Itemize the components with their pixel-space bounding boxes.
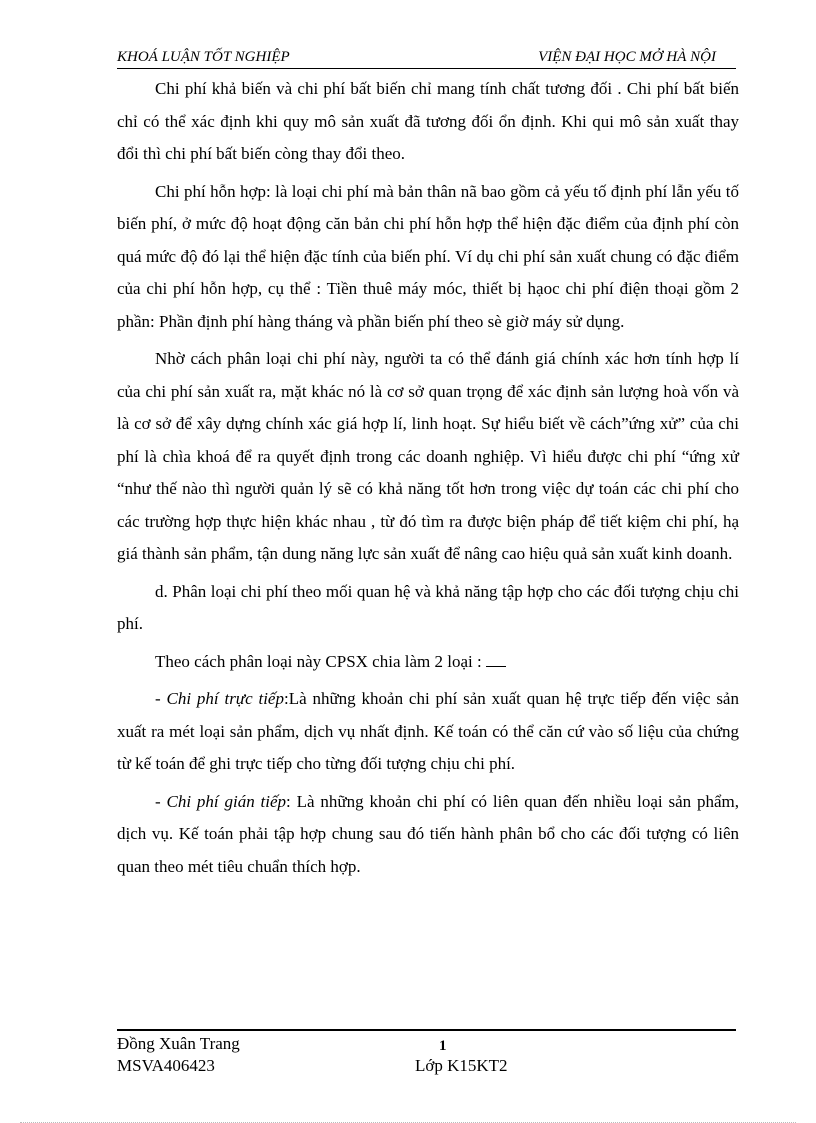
paragraph-5 bbox=[117, 646, 739, 679]
term-direct-cost: - Chi phí trực tiếp bbox=[155, 689, 284, 708]
footer-author: Đồng Xuân Trang bbox=[117, 1034, 240, 1053]
paragraph-2: Chi phí hỗn hợp: là loại chi phí mà bản thân nã bao gồm cả yếu tố định phí lẫn yếu tố biến phí, ở mức độ hoạt động căn bản chi phí hỗn hợp thể hiện đặc điểm của định phí còn quá mức độ đó lại thể hiện đặc tính của biến phí. Ví dụ chi phí sản xuất chung có đặc điểm của chi phí hỗn hợp, cụ thể : Tiền thuê máy móc, thiết bị hạoc chi phí điện thoại gồm 2 phần: Phần định phí hàng tháng và phần biến phí theo sè giờ máy sử dụng. bbox=[117, 181, 739, 331]
paragraph-7-text: : Là những khoản chi phí có liên quan đến nhiều loại sản phẩm, dịch vụ. Kế toán phải tập hợp chung sau đó tiến hành phân bổ cho các đối tượng có liên quan theo mét tiêu chuẩn thích hợp. bbox=[117, 791, 739, 876]
paragraph-6-text: :Là những khoản chi phí sản xuất quan hệ trực tiếp đến việc sản xuất ra mét loại sản phẩm, dịch vụ nhất định. Kế toán có thể căn cứ vào số liệu của chứng từ kế toán để ghi trực tiếp cho từng đối tượng chịu chi phí. bbox=[117, 689, 739, 773]
paragraph-3: Nhờ cách phân loại chi phí này, người ta có thể đánh giá chính xác hơn tính hợp lí của chi phí sản xuất ra, mặt khác nó là cơ sở quan trọng để xác định sản lượng hoà vốn và là cơ sở để xây dựng chính xác giá hợp lí, linh hoạt. Sự hiểu biết về cách”ứng xử” của chi phí là chìa khoá để ra quyết định trong các doanh nghiệp. Vì hiểu được chi phí “ứng xử “như thế nào thì người quản lý sẽ có khả năng tốt hơn trong việc dự toán các chi phí cho các trường hợp thực hiện khác nhau , từ đó tìm ra được biện pháp để tiết kiệm chi phí, hạ giá thành sản phẩm, tận dung năng lực sản xuất để nâng cao hiệu quả sản xuất kinh doanh. bbox=[117, 349, 739, 563]
paragraph-5-text: Theo cách phân loại này CPSX chia làm 2 loại : bbox=[155, 651, 482, 671]
page-number: 1 bbox=[439, 1038, 447, 1054]
page-header bbox=[117, 48, 736, 69]
page-footer bbox=[117, 1034, 736, 1078]
header-right-title: VIỆN ĐẠI HỌC MỞ HÀ NỘI bbox=[538, 49, 716, 65]
page-body bbox=[117, 73, 739, 883]
trailing-underline bbox=[486, 654, 506, 667]
paragraph-6 bbox=[117, 683, 739, 781]
paragraph-1: Chi phí khả biến và chi phí bất biến chỉ mang tính chất tương đối . Chi phí bất biến chỉ có thể xác định khi quy mô sản xuất đã tương đối ổn định. Khi qui mô sản xuất thay đổi thì chi phí bất biến còng thay đổi theo. bbox=[117, 79, 739, 163]
paragraph-7 bbox=[117, 786, 739, 884]
paragraph-4: d. Phân loại chi phí theo mối quan hệ và khả năng tập hợp cho các đối tượng chịu chi phí. bbox=[117, 581, 739, 633]
header-left-title: KHOÁ LUẬN TỐT NGHIỆP bbox=[117, 49, 290, 65]
footer-student-id: MSVA406423 bbox=[117, 1056, 215, 1075]
footer-class: Lớp K15KT2 bbox=[415, 1056, 508, 1075]
footer-divider bbox=[117, 1029, 736, 1031]
term-indirect-cost: - Chi phí gián tiếp bbox=[155, 791, 287, 811]
